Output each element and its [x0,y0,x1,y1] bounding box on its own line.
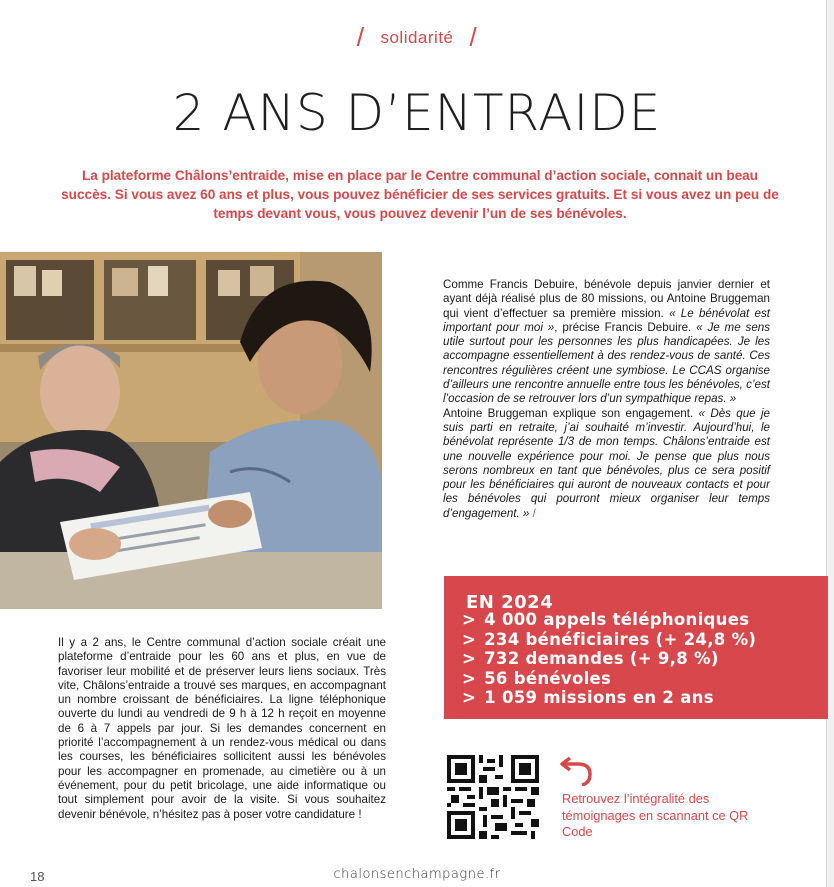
p2-intro: Antoine Bruggeman explique son engagement. [443,406,694,420]
lead-paragraph: La plateforme Châlons’entraide, mise en place par le Centre communal d’action sociale, connait un beau succès. Si vous avez 60 ans et plus, vous pouvez bénéficier de ses services gratuits. Et si vous avez un peu de temps devant vous, vous pouvez devenir l’un de ses bénévoles. [61,168,779,221]
chevron-right-icon: > [462,688,477,707]
end-mark: / [532,506,536,520]
stats-box [444,576,828,719]
article-photo [0,252,382,609]
right-column [443,278,770,521]
site-url[interactable]: chalonsenchampagne.fr [333,867,501,882]
stats-item: > 1 059 missions en 2 ans [462,688,714,707]
kicker-label: solidarité [380,28,454,47]
chevron-right-icon: > [462,610,477,629]
qr-caption: Retrouvez l’intégralité des témoignages en scannant ce QR Code [562,791,749,839]
left-column [58,636,386,822]
chevron-right-icon: > [462,649,477,668]
stats-item: > 234 bénéficiaires (+ 24,8 %) [462,629,757,649]
qr-code-icon[interactable] [447,755,539,839]
stats-item: > 56 bénévoles [462,668,612,688]
p2-quote: « Dès que je suis parti en retraite, j’ai souhaité m’investir. Aujourd’hui, le bénévolat représente 1/3 de mon temps. Châlons’entraide est une nouvelle expérience pour moi. Je pense que plus nous serons nombreux en tant que bénévoles, plus ce sera positif pour les bénéficiaires qui auront de nouveaux contacts et pour les bénévoles qui pourront mieux organiser leur temps d’engagement. » [443,406,770,520]
arrow-return-icon [560,752,594,786]
page-title: 2 ANS D’ENTRAIDE [172,84,662,142]
chevron-right-icon: > [462,629,477,649]
stats-heading: EN 2024 [466,592,554,613]
page-number: 18 [30,869,45,884]
photo-illustration [0,252,382,609]
slash-left-icon: / [356,22,365,52]
p1-intro: Comme Francis Debuire, bénévole depuis janvier dernier et ayant déjà réalisé plus de 80 missions, ou Antoine Bruggeman qui vient d’effectuer sa première mission. [443,278,770,320]
right-paragraph-1 [443,278,770,407]
stats-list [462,610,756,708]
stats-item: > 4 000 appels téléphoniques [462,610,750,629]
left-paragraph: Il y a 2 ans, le Centre communal d’action sociale créait une plateforme d’entraide pour les 60 ans et plus, en vue de favoriser leur mobilité et de préserver leurs liens sociaux. Très vite, Châlons’entraide a trouvé ses marques, en accompagnant un nombre croissant de bénéficiaires. La ligne téléphonique ouverte du lundi au vendredi de 9 h à 12 h reçoit en moyenne de 6 à 7 appels par jour. Si les demandes concernent en priorité l’accompagnement à un rendez-vous médical ou dans les courses, les bénéficiaires sollicitent aussi les bénévoles pour les accompagner en promenade, au cimetière ou à un événement, pour du petit bricolage, une aide informatique ou tout simplement pour avoir de la visite. Si vous souhaitez devenir bénévole, n’hésitez pas à poser votre candidature ! [58,636,386,821]
right-paragraph-2 [443,407,770,521]
chevron-right-icon: > [462,668,477,688]
p1-attrib: , précise Francis Debuire. [554,320,692,334]
section-kicker [0,22,834,53]
p1-quote: « Le bénévolat est important pour moi » [443,306,770,334]
p1-quote2: « Je me sens utile surtout pour les personnes les plus handicapées. Je les accompagne essentiellement à des rendez-vous de santé. Ces rencontres régulières créent une symbiose. Le CCAS organise d’ailleurs une rencontre annuelle entre tous les bénévoles, c’est l’occasion de se retrouver lors d’un sympathique repas. » [443,320,771,406]
slash-right-icon: / [469,22,478,52]
stats-item: > 732 demandes (+ 9,8 %) [462,649,719,668]
